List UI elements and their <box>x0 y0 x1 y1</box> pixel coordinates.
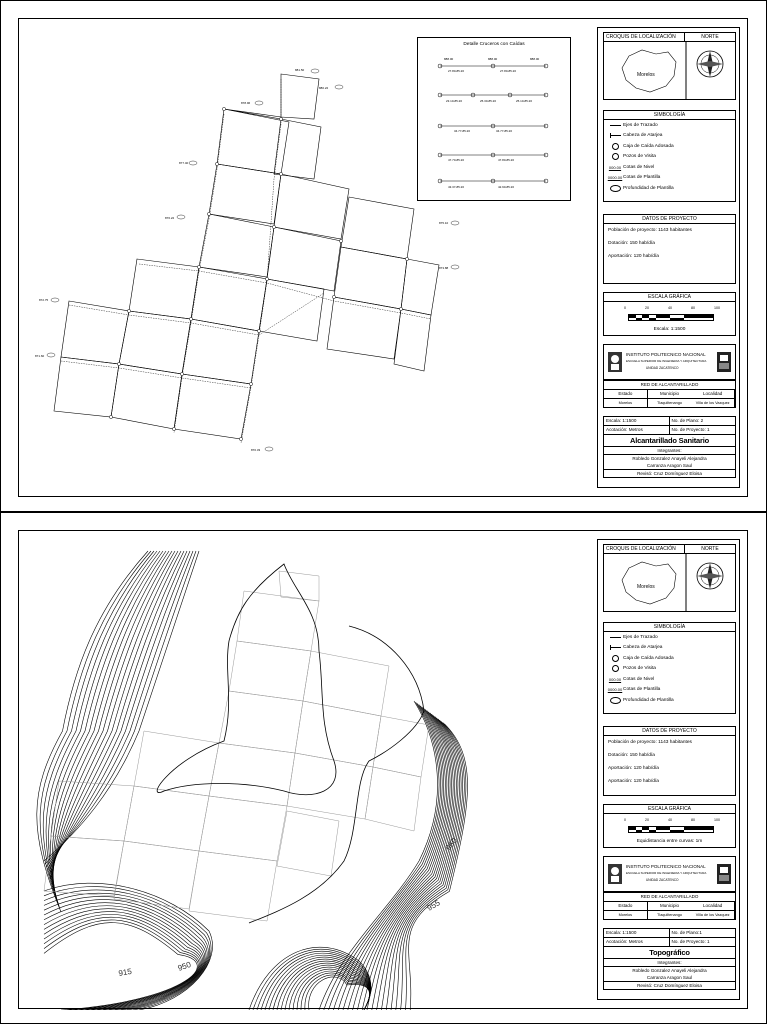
sheet-info-box <box>603 928 736 990</box>
level-sample: 000.00 <box>608 164 622 170</box>
esia-logo-icon <box>716 863 732 885</box>
institution-box <box>603 856 736 892</box>
depth-oval-icon <box>610 697 621 704</box>
symbology-box <box>603 110 736 202</box>
contour-label: 955 <box>425 898 442 913</box>
unit-name: UNIDAD ZACATENCO <box>646 878 679 882</box>
symbology-item: Cotas de Nivel <box>623 164 655 170</box>
state-label: Morelos <box>637 584 655 590</box>
location-sketch <box>603 32 736 100</box>
detail-label: 47.80-85.20 <box>498 158 515 162</box>
sheet-info-box <box>603 416 736 478</box>
location-table <box>603 892 736 920</box>
detail-label: 34.77-85.20 <box>454 129 471 133</box>
contour-line <box>343 707 445 1010</box>
sewer-head-icon <box>610 133 621 138</box>
loc-header: Estado <box>604 390 648 398</box>
contour-line <box>372 714 455 1010</box>
axis-line-icon <box>610 637 621 638</box>
detail-label: 25.30-85.20 <box>480 99 497 103</box>
contour-line <box>44 551 199 861</box>
member-name: Carranza Aragon Saul <box>604 974 735 982</box>
detail-label: 47.70-85.20 <box>448 158 465 162</box>
crossing-detail-box <box>417 37 571 201</box>
contour-line <box>44 923 197 1010</box>
detail-label: 42.90-85.20 <box>498 185 515 189</box>
level-sample: 000.00 <box>608 676 622 682</box>
plane-number: No. de Plano:1 <box>671 930 702 935</box>
sewer-head-icon <box>610 645 621 650</box>
pipe-label: 870.33 <box>251 448 261 452</box>
project-data-box <box>603 726 736 796</box>
member-name: Carranza Aragon Saul <box>604 462 735 470</box>
symbology-item: Ejes de Trazado <box>623 122 658 128</box>
loc-value: Morelos <box>604 398 648 407</box>
pipe-label: 872.75 <box>39 298 49 302</box>
scale-tick: 80 <box>691 306 695 310</box>
symbology-item: Profundidad de Plantilla <box>623 185 674 191</box>
plane-number: No. de Plano: 2 <box>671 418 704 423</box>
symbology-header: SIMBOLOGÍA <box>604 623 735 632</box>
drawing-frame <box>18 530 748 1009</box>
scale-ticks <box>624 306 720 310</box>
unit-name: UNIDAD ZACATENCO <box>646 366 679 370</box>
symbology-item: Cotas de Plantilla <box>623 175 661 181</box>
detail-label: 43.37-85.20 <box>448 185 465 189</box>
invert-sample: 0000.00 <box>607 175 623 181</box>
scale-tick: 40 <box>668 306 672 310</box>
project-header: DATOS DE PROYECTO <box>604 215 735 224</box>
sheet-alcantarillado <box>0 0 767 512</box>
project-line: Aportación: 120 hab/día <box>608 254 659 259</box>
symbology-item: Pozos de Visita <box>623 666 656 672</box>
location-sketch <box>603 544 736 612</box>
detail-label: 27.80-85.20 <box>448 69 465 73</box>
project-number: No. de Proyecto: 1 <box>671 939 710 944</box>
loc-value: Villa de los Vazquez <box>691 910 735 919</box>
contour-line <box>277 961 370 1010</box>
drop-box-icon <box>612 655 619 662</box>
pipe-label: 875.10 <box>439 221 449 225</box>
members-header: Integrantes: <box>604 959 735 967</box>
drop-box-icon <box>612 143 619 150</box>
north-header: NORTE <box>701 34 719 40</box>
symbology-item: Pozos de Visita <box>623 154 656 160</box>
symbology-header: SIMBOLOGÍA <box>604 111 735 120</box>
institution-box <box>603 344 736 380</box>
ipn-logo-icon <box>607 351 623 373</box>
scale-ticks <box>624 818 720 822</box>
scale-tick: 0 <box>624 818 626 822</box>
detail-label: 27.80-85.20 <box>500 69 517 73</box>
detail-label: 888.00 <box>530 57 540 61</box>
institute-name: INSTITUTO POLITECNICO NACIONAL <box>626 352 706 357</box>
project-line: Población de proyecto: 1143 habitantes <box>608 228 692 233</box>
pipe-label: 877.40 <box>179 161 189 165</box>
contour-line <box>357 711 450 1010</box>
detail-label: 888.00 <box>488 57 498 61</box>
member-name: Robledo Gonzalez Anayeli Alejandra <box>632 456 707 461</box>
drawing-frame <box>18 18 748 497</box>
scale-bar <box>628 826 714 833</box>
invert-sample: 0000.00 <box>607 687 623 693</box>
scale-header: ESCALA GRÁFICA <box>604 805 735 814</box>
pipe-label: 871.60 <box>35 354 45 358</box>
scale-tick: 80 <box>691 818 695 822</box>
detail-label: 888.00 <box>444 57 454 61</box>
scale-header: ESCALA GRÁFICA <box>604 293 735 302</box>
topographic-plan <box>19 531 579 1010</box>
pipe-label: 881.50 <box>295 68 305 72</box>
esia-logo-icon <box>716 351 732 373</box>
detail-label: 34.77-85.20 <box>496 129 513 133</box>
members-header: Integrantes: <box>604 447 735 455</box>
project-number: No. de Proyecto: 1 <box>671 427 710 432</box>
project-header: DATOS DE PROYECTO <box>604 727 735 736</box>
location-table <box>603 380 736 408</box>
network-label: RED DE ALCANTARILLADO <box>604 893 735 902</box>
pipe-label: 876.22 <box>165 216 175 220</box>
contour-line <box>44 917 199 1010</box>
symbology-item: Ejes de Trazado <box>623 634 658 640</box>
symbology-box <box>603 622 736 714</box>
contour-label: 915 <box>117 966 133 978</box>
school-name: ESCUELA SUPERIOR DE INGENIERIA Y ARQUITECTURA <box>626 359 707 363</box>
north-arrow-icon <box>695 49 725 79</box>
scale-tick: 20 <box>645 818 649 822</box>
scale-text: Escala: 1:1500 <box>604 417 670 425</box>
detail-drawing <box>418 38 572 202</box>
depth-oval-icon <box>610 185 621 192</box>
project-line: Población de proyecto: 1143 habitantes <box>608 740 692 745</box>
drawing-title: Topográfico <box>604 947 735 959</box>
loc-value: Villa de los Vazquez <box>691 398 735 407</box>
loc-header: Municipio <box>659 903 679 908</box>
contour-line <box>367 713 453 1010</box>
loc-header: Localidad <box>691 390 735 398</box>
north-arrow-icon <box>695 561 725 591</box>
scale-tick: 0 <box>624 306 626 310</box>
project-line: Aportación: 120 hab/día <box>608 779 659 784</box>
symbology-item: Cotas de Nivel <box>623 676 655 682</box>
pipe-label: 878.96 <box>241 101 251 105</box>
manhole-icon <box>612 153 619 160</box>
contour-line <box>353 709 449 1010</box>
title-block <box>597 539 740 1000</box>
symbology-item: Profundidad de Plantilla <box>623 697 674 703</box>
scale-note: Escala: 1:1500 <box>653 327 686 332</box>
project-line: Dotación: 150 hab/día <box>608 241 655 246</box>
detail-label: 25.10-85.20 <box>516 99 533 103</box>
symbology-item: Cotas de Plantilla <box>623 687 661 693</box>
contour-label: 960 <box>443 836 460 853</box>
north-header: NORTE <box>701 546 719 552</box>
manhole-icon <box>612 665 619 672</box>
contour-line <box>52 551 166 894</box>
project-line: Aportación: 120 hab/día <box>608 766 659 771</box>
loc-header: Estado <box>604 902 648 910</box>
pipe-label: 873.88 <box>439 266 449 270</box>
contour-line <box>43 551 154 906</box>
contour-line <box>338 706 444 1010</box>
reviewer: Revisó: Cruz Domínguez Eloisa <box>637 983 702 988</box>
loc-header: Municipio <box>659 391 679 396</box>
contour-label: 950 <box>176 959 193 973</box>
scale-text: Escala: 1:1500 <box>604 929 670 937</box>
scale-tick: 100 <box>714 818 720 822</box>
scale-note: Equidistancia entre curvas: 1m <box>636 839 703 844</box>
symbology-item: Cabeza de Atarjea <box>623 133 663 139</box>
graphic-scale-box <box>603 804 736 848</box>
detail-label: 23.10-85.20 <box>446 99 463 103</box>
drawing-title: Alcantarillado Sanitario <box>604 435 735 447</box>
loc-header: Localidad <box>691 902 735 910</box>
pipe-label: 880.22 <box>319 86 329 90</box>
sheet-topografico <box>0 512 767 1024</box>
ipn-logo-icon <box>607 863 623 885</box>
graphic-scale-box <box>603 292 736 336</box>
location-header: CROQUIS DE LOCALIZACIÓN <box>604 33 685 41</box>
symbology-item: Cabeza de Atarjea <box>623 645 663 651</box>
network-label: RED DE ALCANTARILLADO <box>604 381 735 390</box>
loc-value: Tlaquiltenango <box>648 398 692 407</box>
state-label: Morelos <box>637 72 655 78</box>
contour-line <box>49 551 184 876</box>
symbology-item: Caja de Caída Adosada <box>623 655 674 661</box>
contour-line <box>51 551 163 897</box>
project-data-box <box>603 214 736 284</box>
units-text: Acotación: Metros <box>604 426 670 434</box>
contour-line <box>47 551 190 870</box>
axis-line-icon <box>610 125 621 126</box>
location-header: CROQUIS DE LOCALIZACIÓN <box>604 545 685 553</box>
project-line: Dotación: 150 hab/día <box>608 753 655 758</box>
scale-tick: 20 <box>645 306 649 310</box>
loc-value: Tlaquiltenango <box>648 910 692 919</box>
scale-bar <box>628 314 714 321</box>
member-name: Robledo Gonzalez Anayeli Alejandra <box>632 968 707 973</box>
school-name: ESCUELA SUPERIOR DE INGENIERIA Y ARQUITECTURA <box>626 871 707 875</box>
detail-title: Detalle Cruceros con Caídas <box>463 42 525 47</box>
reviewer: Revisó: Cruz Domínguez Eloisa <box>637 471 702 476</box>
loc-value: Morelos <box>604 910 648 919</box>
units-text: Acotación: Metros <box>604 938 670 946</box>
scale-tick: 40 <box>668 818 672 822</box>
symbology-item: Caja de Caída Adosada <box>623 143 674 149</box>
scale-tick: 100 <box>714 306 720 310</box>
title-block <box>597 27 740 488</box>
institute-name: INSTITUTO POLITECNICO NACIONAL <box>626 864 706 869</box>
